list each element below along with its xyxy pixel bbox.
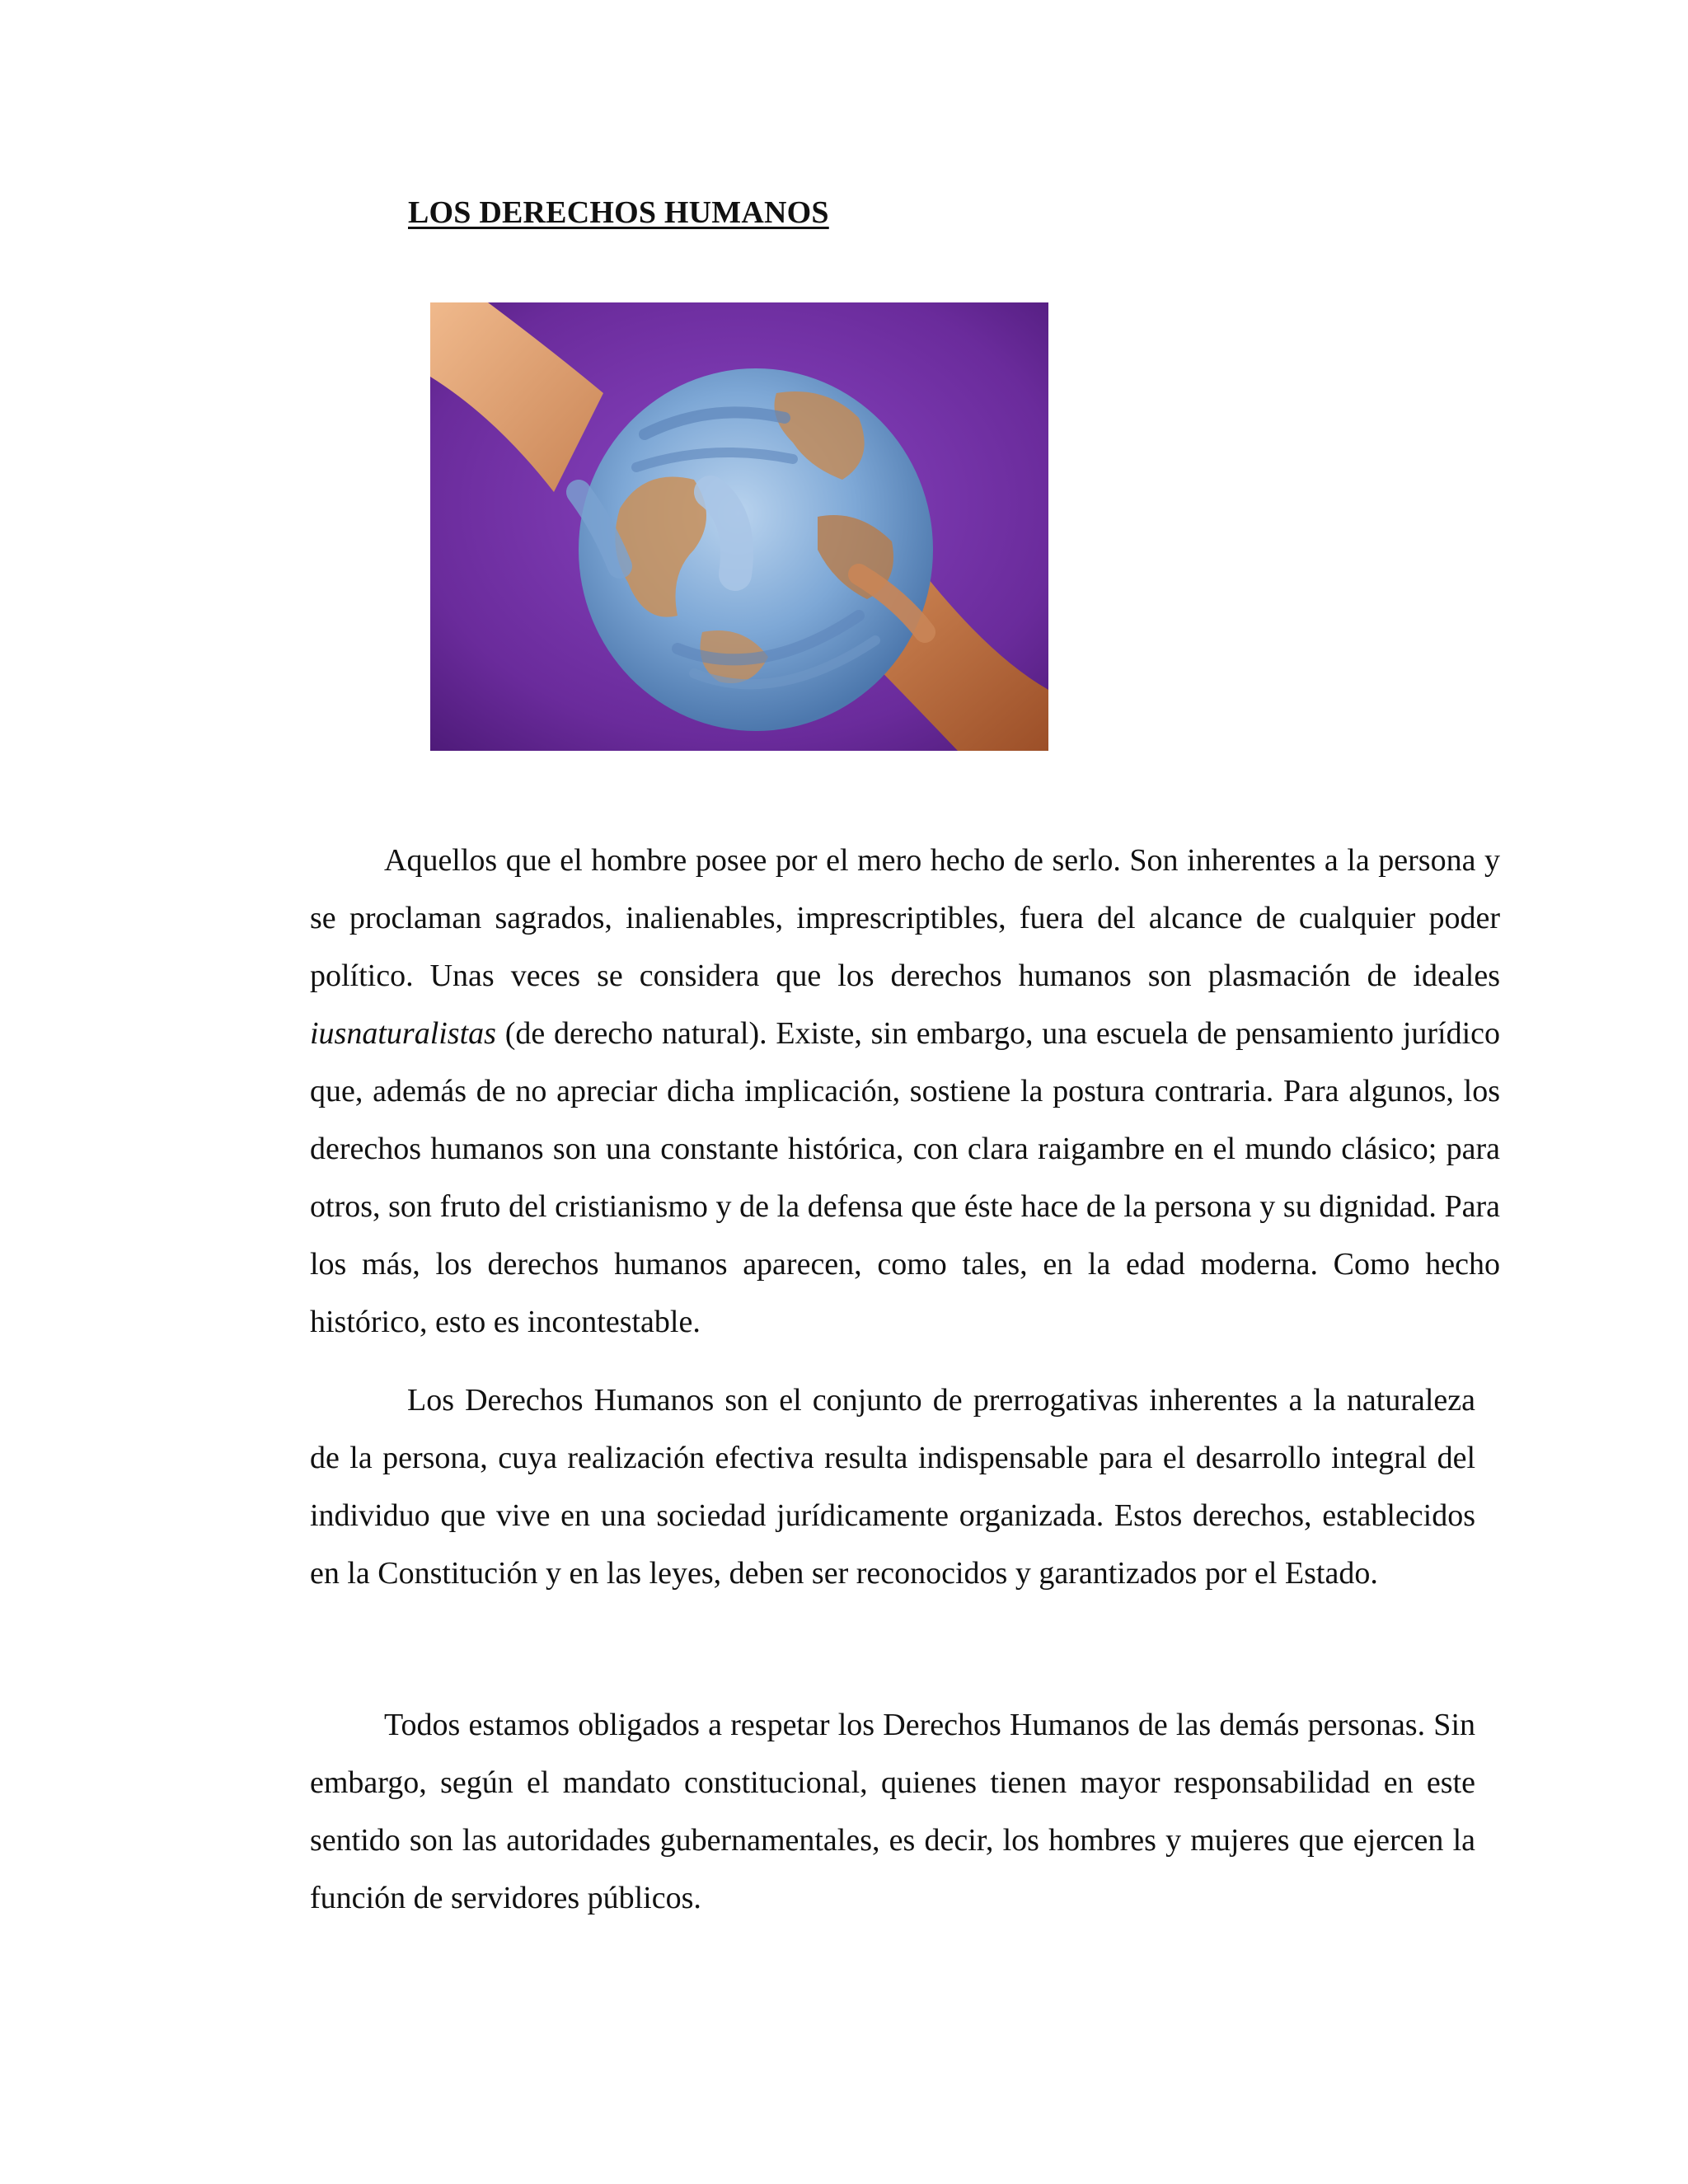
paragraph-1-text-b: (de derecho natural). Existe, sin embargo, una escuela de pensamiento jurídico que, además de no apreciar dicha implicación, sostiene la postura contraria. Para algunos, los derechos humanos son una constante histórica, con clara raigambre en el mundo clásico; para otros, son fruto del cristianismo y de la defensa que éste hace de la persona y su dignidad. Para los más, los derechos humanos aparecen, como tales, en la edad moderna. Como hecho histórico, esto es incontestable. — [310, 1016, 1500, 1339]
globe-hands-image — [430, 302, 1048, 751]
paragraph-3-text: Todos estamos obligados a respetar los Derechos Humanos de las demás personas. Sin embargo, según el mandato constitucional, quienes tienen mayor responsabilidad en este sentido son las autoridades gubernamentales, es decir, los hombres y mujeres que ejercen la función de servidores públicos. — [310, 1708, 1475, 1915]
paragraph-2 — [310, 1371, 1475, 1602]
paragraph-2-text: Los Derechos Humanos son el conjunto de prerrogativas inherentes a la naturaleza de la persona, cuya realización efectiva resulta indispensable para el desarrollo integral del individuo que vive en una sociedad jurídicamente organizada. Estos derechos, establecidos en la Constitución y en las leyes, deben ser reconocidos y garantizados por el Estado. — [310, 1383, 1475, 1591]
paragraph-1-text-a: Aquellos que el hombre posee por el mero hecho de serlo. Son inherentes a la persona y se proclaman sagrados, inalienables, imprescriptibles, fuera del alcance de cualquier poder político. Unas veces se considera que los derechos humanos son plasmación de ideales — [310, 843, 1500, 993]
page-title: LOS DERECHOS HUMANOS — [408, 195, 829, 230]
paragraph-1 — [310, 832, 1500, 1351]
paragraph-1-emphasis: iusnaturalistas — [310, 1016, 496, 1051]
paragraph-3 — [310, 1696, 1475, 1927]
